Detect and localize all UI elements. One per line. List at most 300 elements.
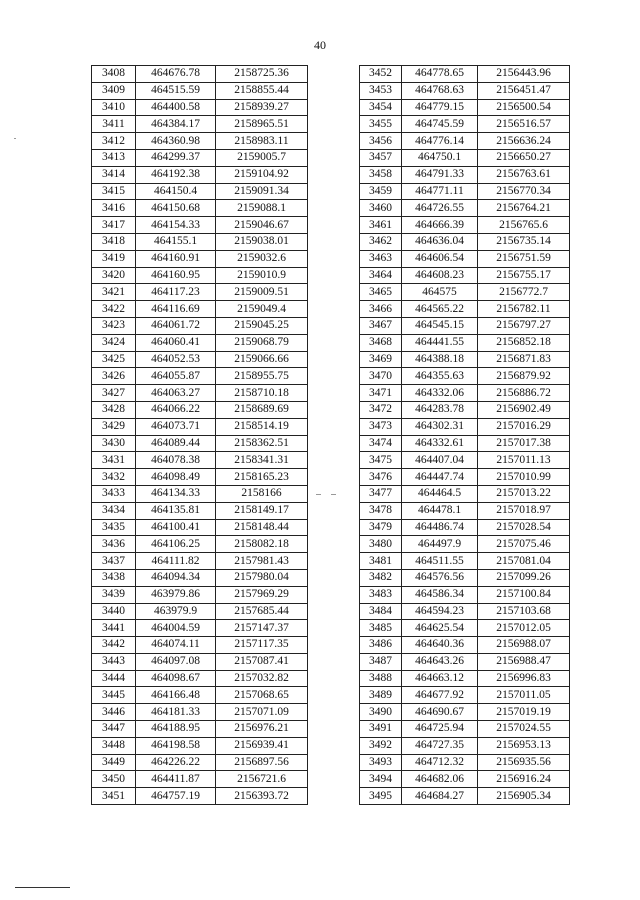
x-coordinate-cell: 464166.48	[136, 687, 216, 704]
x-coordinate-cell: 464299.37	[136, 149, 216, 166]
table-row	[92, 99, 308, 116]
table-row	[360, 754, 570, 771]
x-coordinate-cell: 464055.87	[136, 368, 216, 385]
point-number-cell: 3473	[360, 418, 402, 435]
y-coordinate-cell: 2157018.97	[478, 502, 570, 519]
y-coordinate-cell: 2157011.05	[478, 687, 570, 704]
table-row	[360, 687, 570, 704]
x-coordinate-cell: 464154.33	[136, 217, 216, 234]
point-number-cell: 3484	[360, 603, 402, 620]
y-coordinate-cell: 2157081.04	[478, 553, 570, 570]
x-coordinate-cell: 464545.15	[402, 317, 478, 334]
point-number-cell: 3426	[92, 368, 136, 385]
point-number-cell: 3410	[92, 99, 136, 116]
y-coordinate-cell: 2157685.44	[216, 603, 308, 620]
y-coordinate-cell: 2157103.68	[478, 603, 570, 620]
x-coordinate-cell: 464155.1	[136, 233, 216, 250]
y-coordinate-cell: 2156765.6	[478, 217, 570, 234]
x-coordinate-cell: 464332.61	[402, 435, 478, 452]
point-number-cell: 3416	[92, 200, 136, 217]
table-row	[92, 788, 308, 805]
x-coordinate-cell: 464384.17	[136, 116, 216, 133]
x-coordinate-cell: 464150.68	[136, 200, 216, 217]
table-row	[92, 66, 308, 83]
table-row	[92, 82, 308, 99]
point-number-cell: 3476	[360, 469, 402, 486]
point-number-cell: 3437	[92, 553, 136, 570]
x-coordinate-cell: 464625.54	[402, 620, 478, 637]
table-row	[360, 351, 570, 368]
point-number-cell: 3451	[92, 788, 136, 805]
x-coordinate-cell: 464643.26	[402, 653, 478, 670]
y-coordinate-cell: 2157024.55	[478, 721, 570, 738]
point-number-cell: 3495	[360, 788, 402, 805]
table-row	[360, 553, 570, 570]
x-coordinate-cell: 464586.34	[402, 586, 478, 603]
x-coordinate-cell: 464576.56	[402, 569, 478, 586]
y-coordinate-cell: 2157032.82	[216, 670, 308, 687]
point-number-cell: 3440	[92, 603, 136, 620]
y-coordinate-cell: 2157087.41	[216, 653, 308, 670]
y-coordinate-cell: 2157013.22	[478, 485, 570, 502]
table-row	[360, 250, 570, 267]
x-coordinate-cell: 464089.44	[136, 435, 216, 452]
x-coordinate-cell: 464098.67	[136, 670, 216, 687]
y-coordinate-cell: 2156988.07	[478, 637, 570, 654]
y-coordinate-cell: 2156886.72	[478, 385, 570, 402]
point-number-cell: 3456	[360, 133, 402, 150]
table-row	[360, 569, 570, 586]
y-coordinate-cell: 2156764.21	[478, 200, 570, 217]
x-coordinate-cell: 464511.55	[402, 553, 478, 570]
x-coordinate-cell: 464060.41	[136, 334, 216, 351]
x-coordinate-cell: 464497.9	[402, 536, 478, 553]
x-coordinate-cell: 464160.95	[136, 267, 216, 284]
y-coordinate-cell: 2157075.46	[478, 536, 570, 553]
x-coordinate-cell: 464160.91	[136, 250, 216, 267]
x-coordinate-cell: 464097.08	[136, 653, 216, 670]
y-coordinate-cell: 2159091.34	[216, 183, 308, 200]
point-number-cell: 3443	[92, 653, 136, 670]
table-row	[92, 166, 308, 183]
y-coordinate-cell: 2158148.44	[216, 519, 308, 536]
y-coordinate-cell: 2158514.19	[216, 418, 308, 435]
y-coordinate-cell: 2158082.18	[216, 536, 308, 553]
x-coordinate-cell: 464111.82	[136, 553, 216, 570]
table-row	[92, 385, 308, 402]
y-coordinate-cell: 2156772.7	[478, 284, 570, 301]
table-row	[360, 452, 570, 469]
table-row	[92, 536, 308, 553]
y-coordinate-cell: 2159038.01	[216, 233, 308, 250]
point-number-cell: 3453	[360, 82, 402, 99]
table-row	[360, 149, 570, 166]
x-coordinate-cell: 464677.92	[402, 687, 478, 704]
y-coordinate-cell: 2157012.05	[478, 620, 570, 637]
table-row	[92, 704, 308, 721]
y-coordinate-cell: 2158939.27	[216, 99, 308, 116]
y-coordinate-cell: 2156988.47	[478, 653, 570, 670]
table-row	[360, 66, 570, 83]
point-number-cell: 3468	[360, 334, 402, 351]
y-coordinate-cell: 2156871.83	[478, 351, 570, 368]
y-coordinate-cell: 2157100.84	[478, 586, 570, 603]
table-row	[92, 553, 308, 570]
point-number-cell: 3475	[360, 452, 402, 469]
x-coordinate-cell: 464676.78	[136, 66, 216, 83]
y-coordinate-cell: 2156905.34	[478, 788, 570, 805]
y-coordinate-cell: 2157099.26	[478, 569, 570, 586]
y-coordinate-cell: 2157969.29	[216, 586, 308, 603]
point-number-cell: 3494	[360, 771, 402, 788]
y-coordinate-cell: 2159045.25	[216, 317, 308, 334]
point-number-cell: 3469	[360, 351, 402, 368]
table-row	[92, 469, 308, 486]
footnote-rule	[15, 887, 70, 888]
y-coordinate-cell: 2158955.75	[216, 368, 308, 385]
table-row	[360, 267, 570, 284]
x-coordinate-cell: 464332.06	[402, 385, 478, 402]
point-number-cell: 3483	[360, 586, 402, 603]
table-row	[360, 284, 570, 301]
point-number-cell: 3436	[92, 536, 136, 553]
table-row	[92, 217, 308, 234]
point-number-cell: 3439	[92, 586, 136, 603]
point-number-cell: 3463	[360, 250, 402, 267]
point-number-cell: 3428	[92, 401, 136, 418]
x-coordinate-cell: 464004.59	[136, 620, 216, 637]
x-coordinate-cell: 464098.49	[136, 469, 216, 486]
y-coordinate-cell: 2156751.59	[478, 250, 570, 267]
table-row	[360, 368, 570, 385]
point-number-cell: 3414	[92, 166, 136, 183]
y-coordinate-cell: 2159032.6	[216, 250, 308, 267]
scan-speck	[14, 138, 16, 139]
x-coordinate-cell: 464478.1	[402, 502, 478, 519]
x-coordinate-cell: 464776.14	[402, 133, 478, 150]
x-coordinate-cell: 464066.22	[136, 401, 216, 418]
table-row	[360, 317, 570, 334]
table-row	[360, 116, 570, 133]
table-row	[360, 133, 570, 150]
point-number-cell: 3454	[360, 99, 402, 116]
point-number-cell: 3455	[360, 116, 402, 133]
table-row	[360, 401, 570, 418]
point-number-cell: 3415	[92, 183, 136, 200]
table-row	[360, 704, 570, 721]
y-coordinate-cell: 2159068.79	[216, 334, 308, 351]
point-number-cell: 3487	[360, 653, 402, 670]
y-coordinate-cell: 2156916.24	[478, 771, 570, 788]
point-number-cell: 3413	[92, 149, 136, 166]
y-coordinate-cell: 2159049.4	[216, 301, 308, 318]
table-row	[92, 452, 308, 469]
y-coordinate-cell: 2156500.54	[478, 99, 570, 116]
point-number-cell: 3417	[92, 217, 136, 234]
x-coordinate-cell: 464447.74	[402, 469, 478, 486]
table-row	[92, 250, 308, 267]
table-row	[360, 435, 570, 452]
point-number-cell: 3430	[92, 435, 136, 452]
x-coordinate-cell: 464388.18	[402, 351, 478, 368]
y-coordinate-cell: 2157019.19	[478, 704, 570, 721]
x-coordinate-cell: 464117.23	[136, 284, 216, 301]
table-row	[360, 469, 570, 486]
table-row	[92, 435, 308, 452]
table-row	[92, 116, 308, 133]
x-coordinate-cell: 464134.33	[136, 485, 216, 502]
y-coordinate-cell: 2158710.18	[216, 385, 308, 402]
x-coordinate-cell: 464745.59	[402, 116, 478, 133]
x-coordinate-cell: 464188.95	[136, 721, 216, 738]
x-coordinate-cell: 464779.15	[402, 99, 478, 116]
y-coordinate-cell: 2156996.83	[478, 670, 570, 687]
point-number-cell: 3461	[360, 217, 402, 234]
y-coordinate-cell: 2158149.17	[216, 502, 308, 519]
point-number-cell: 3471	[360, 385, 402, 402]
point-number-cell: 3448	[92, 737, 136, 754]
table-row	[360, 637, 570, 654]
table-row	[92, 603, 308, 620]
table-row	[360, 620, 570, 637]
table-row	[92, 620, 308, 637]
point-number-cell: 3474	[360, 435, 402, 452]
x-coordinate-cell: 464636.04	[402, 233, 478, 250]
y-coordinate-cell: 2156852.18	[478, 334, 570, 351]
table-row	[92, 200, 308, 217]
y-coordinate-cell: 2156953.13	[478, 737, 570, 754]
x-coordinate-cell: 464778.65	[402, 66, 478, 83]
table-row	[92, 737, 308, 754]
table-row	[92, 653, 308, 670]
point-number-cell: 3488	[360, 670, 402, 687]
x-coordinate-cell: 464198.58	[136, 737, 216, 754]
y-coordinate-cell: 2156897.56	[216, 754, 308, 771]
point-number-cell: 3409	[92, 82, 136, 99]
table-row	[360, 771, 570, 788]
y-coordinate-cell: 2156451.47	[478, 82, 570, 99]
y-coordinate-cell: 2158166	[216, 485, 308, 502]
table-row	[360, 653, 570, 670]
table-row	[360, 536, 570, 553]
x-coordinate-cell: 464061.72	[136, 317, 216, 334]
x-coordinate-cell: 464078.38	[136, 452, 216, 469]
x-coordinate-cell: 464073.71	[136, 418, 216, 435]
x-coordinate-cell: 464355.63	[402, 368, 478, 385]
table-row	[92, 687, 308, 704]
x-coordinate-cell: 464063.27	[136, 385, 216, 402]
table-row	[92, 519, 308, 536]
table-row	[360, 670, 570, 687]
point-number-cell: 3460	[360, 200, 402, 217]
point-number-cell: 3427	[92, 385, 136, 402]
x-coordinate-cell: 464464.5	[402, 485, 478, 502]
x-coordinate-cell: 464360.98	[136, 133, 216, 150]
x-coordinate-cell: 464486.74	[402, 519, 478, 536]
point-number-cell: 3411	[92, 116, 136, 133]
table-row	[92, 233, 308, 250]
x-coordinate-cell: 464226.22	[136, 754, 216, 771]
y-coordinate-cell: 2156735.14	[478, 233, 570, 250]
point-number-cell: 3467	[360, 317, 402, 334]
y-coordinate-cell: 2158689.69	[216, 401, 308, 418]
table-row	[92, 418, 308, 435]
table-row	[360, 334, 570, 351]
x-coordinate-cell: 464116.69	[136, 301, 216, 318]
point-number-cell: 3489	[360, 687, 402, 704]
table-row	[360, 82, 570, 99]
x-coordinate-cell: 464575	[402, 284, 478, 301]
y-coordinate-cell: 2156797.27	[478, 317, 570, 334]
y-coordinate-cell: 2156902.49	[478, 401, 570, 418]
x-coordinate-cell: 464727.35	[402, 737, 478, 754]
table-row	[360, 788, 570, 805]
x-coordinate-cell: 464094.34	[136, 569, 216, 586]
point-number-cell: 3429	[92, 418, 136, 435]
point-number-cell: 3408	[92, 66, 136, 83]
table-row	[92, 284, 308, 301]
table-row	[92, 721, 308, 738]
table-row	[92, 301, 308, 318]
table-row	[360, 99, 570, 116]
x-coordinate-cell: 464682.06	[402, 771, 478, 788]
x-coordinate-cell: 464515.59	[136, 82, 216, 99]
table-row	[360, 418, 570, 435]
point-number-cell: 3485	[360, 620, 402, 637]
point-number-cell: 3466	[360, 301, 402, 318]
y-coordinate-cell: 2157010.99	[478, 469, 570, 486]
y-coordinate-cell: 2158965.51	[216, 116, 308, 133]
point-number-cell: 3447	[92, 721, 136, 738]
table-row	[92, 502, 308, 519]
x-coordinate-cell: 464725.94	[402, 721, 478, 738]
table-row	[360, 485, 570, 502]
y-coordinate-cell: 2158855.44	[216, 82, 308, 99]
x-coordinate-cell: 464441.55	[402, 334, 478, 351]
table-row	[360, 217, 570, 234]
point-number-cell: 3446	[92, 704, 136, 721]
point-number-cell: 3493	[360, 754, 402, 771]
point-number-cell: 3464	[360, 267, 402, 284]
x-coordinate-cell: 464640.36	[402, 637, 478, 654]
table-row	[360, 385, 570, 402]
table-row	[92, 183, 308, 200]
point-number-cell: 3445	[92, 687, 136, 704]
table-row	[360, 166, 570, 183]
point-number-cell: 3458	[360, 166, 402, 183]
x-coordinate-cell: 464608.23	[402, 267, 478, 284]
table-row	[92, 771, 308, 788]
y-coordinate-cell: 2157016.29	[478, 418, 570, 435]
y-coordinate-cell: 2156516.57	[478, 116, 570, 133]
table-row	[92, 133, 308, 150]
x-coordinate-cell: 464407.04	[402, 452, 478, 469]
x-coordinate-cell: 464181.33	[136, 704, 216, 721]
x-coordinate-cell: 464074.11	[136, 637, 216, 654]
y-coordinate-cell: 2157068.65	[216, 687, 308, 704]
table-row	[92, 586, 308, 603]
table-row	[92, 317, 308, 334]
point-number-cell: 3435	[92, 519, 136, 536]
y-coordinate-cell: 2158341.31	[216, 452, 308, 469]
x-coordinate-cell: 464106.25	[136, 536, 216, 553]
x-coordinate-cell: 464768.63	[402, 82, 478, 99]
point-number-cell: 3481	[360, 553, 402, 570]
table-row	[360, 183, 570, 200]
point-number-cell: 3450	[92, 771, 136, 788]
table-row	[92, 149, 308, 166]
point-number-cell: 3441	[92, 620, 136, 637]
y-coordinate-cell: 2159046.67	[216, 217, 308, 234]
point-number-cell: 3486	[360, 637, 402, 654]
y-coordinate-cell: 2156935.56	[478, 754, 570, 771]
x-coordinate-cell: 464712.32	[402, 754, 478, 771]
point-number-cell: 3423	[92, 317, 136, 334]
x-coordinate-cell: 463979.9	[136, 603, 216, 620]
y-coordinate-cell: 2159009.51	[216, 284, 308, 301]
table-row	[92, 637, 308, 654]
y-coordinate-cell: 2158362.51	[216, 435, 308, 452]
x-coordinate-cell: 464684.27	[402, 788, 478, 805]
table-row	[92, 569, 308, 586]
point-number-cell: 3420	[92, 267, 136, 284]
y-coordinate-cell: 2159104.92	[216, 166, 308, 183]
table-row	[360, 721, 570, 738]
x-coordinate-cell: 464726.55	[402, 200, 478, 217]
table-row	[92, 351, 308, 368]
x-coordinate-cell: 464411.87	[136, 771, 216, 788]
x-coordinate-cell: 464791.33	[402, 166, 478, 183]
y-coordinate-cell: 2157117.35	[216, 637, 308, 654]
y-coordinate-cell: 2158983.11	[216, 133, 308, 150]
point-number-cell: 3431	[92, 452, 136, 469]
point-number-cell: 3492	[360, 737, 402, 754]
y-coordinate-cell: 2157981.43	[216, 553, 308, 570]
point-number-cell: 3444	[92, 670, 136, 687]
table-row	[92, 485, 308, 502]
y-coordinate-cell: 2156976.21	[216, 721, 308, 738]
point-number-cell: 3438	[92, 569, 136, 586]
x-coordinate-cell: 464757.19	[136, 788, 216, 805]
point-number-cell: 3465	[360, 284, 402, 301]
x-coordinate-cell: 464565.22	[402, 301, 478, 318]
table-row	[92, 670, 308, 687]
x-coordinate-cell: 464606.54	[402, 250, 478, 267]
point-number-cell: 3491	[360, 721, 402, 738]
x-coordinate-cell: 464750.1	[402, 149, 478, 166]
table-row	[360, 301, 570, 318]
coordinates-table-left	[91, 65, 308, 805]
x-coordinate-cell: 464594.23	[402, 603, 478, 620]
y-coordinate-cell: 2157071.09	[216, 704, 308, 721]
table-row	[360, 603, 570, 620]
y-coordinate-cell: 2159005.7	[216, 149, 308, 166]
y-coordinate-cell: 2156443.96	[478, 66, 570, 83]
table-row	[360, 586, 570, 603]
x-coordinate-cell: 464100.41	[136, 519, 216, 536]
point-number-cell: 3459	[360, 183, 402, 200]
scan-speck	[316, 494, 321, 495]
x-coordinate-cell: 464192.38	[136, 166, 216, 183]
table-row	[360, 200, 570, 217]
y-coordinate-cell: 2157028.54	[478, 519, 570, 536]
point-number-cell: 3412	[92, 133, 136, 150]
point-number-cell: 3457	[360, 149, 402, 166]
x-coordinate-cell: 464150.4	[136, 183, 216, 200]
y-coordinate-cell: 2156879.92	[478, 368, 570, 385]
x-coordinate-cell: 464135.81	[136, 502, 216, 519]
y-coordinate-cell: 2156636.24	[478, 133, 570, 150]
